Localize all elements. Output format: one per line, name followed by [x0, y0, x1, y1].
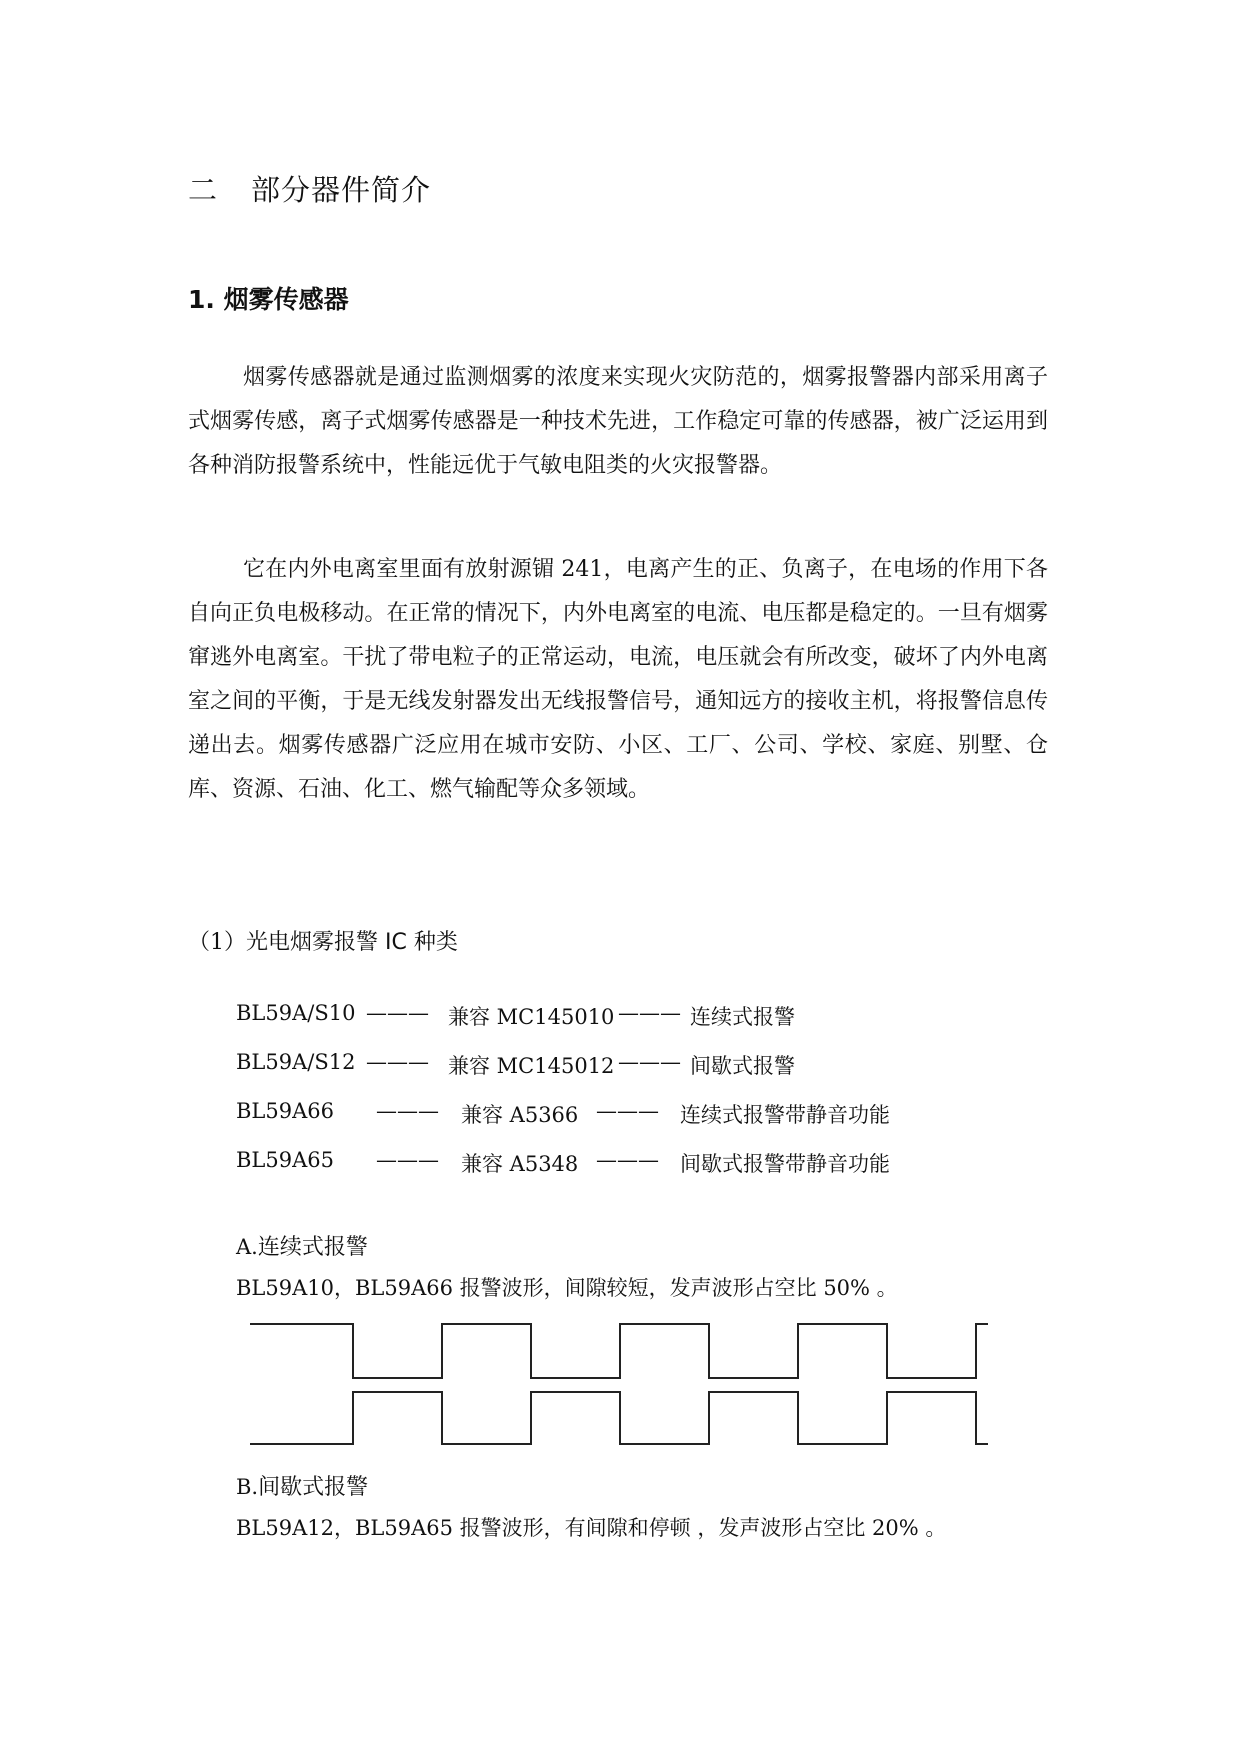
- ic-model: BL59A66: [236, 1099, 334, 1123]
- ic-dash: ———: [376, 1148, 439, 1172]
- ic-dash: ———: [596, 1148, 659, 1172]
- alarm-a-description: BL59A10，BL59A66 报警波形，间隙较短，发声波形占空比 50% 。: [236, 1276, 898, 1300]
- alarm-waveform-figure: [250, 1318, 990, 1450]
- ic-compat: 兼容 MC145012: [448, 1054, 615, 1078]
- waveform-line: [250, 1392, 988, 1444]
- section-number: 二: [188, 173, 219, 207]
- ic-types-title-text: 光电烟雾报警 IC 种类: [246, 930, 458, 955]
- ic-desc: 连续式报警带静音功能: [680, 1103, 890, 1127]
- ic-dash: ———: [366, 1050, 429, 1074]
- ic-compat: 兼容 A5348: [461, 1152, 579, 1176]
- ic-dash: ———: [618, 1001, 681, 1025]
- section-title: 部分器件简介: [251, 173, 432, 207]
- paragraph-intro: 烟雾传感器就是通过监测烟雾的浓度来实现火灾防范的，烟雾报警器内部采用离子式烟雾传感，离子式烟雾传感器是一种技术先进，工作稳定可靠的传感器，被广泛运用到各种消防报警系统中，性能远优于气敏电阻类的火灾报警器。: [188, 365, 1048, 478]
- alarm-b-prefix: B.: [236, 1475, 259, 1499]
- alarm-b-description: BL59A12，BL59A65 报警波形，有间隙和停顿 ，发声波形占空比 20% 。: [236, 1516, 947, 1540]
- ic-model: BL59A/S12: [236, 1050, 356, 1074]
- waveform-trace-top: [250, 1324, 988, 1378]
- waveform-line: [250, 1324, 988, 1378]
- ic-compat: 兼容 MC145010: [448, 1005, 615, 1029]
- ic-dash: ———: [366, 1001, 429, 1025]
- alarm-b-label: [236, 1470, 368, 1501]
- ic-model: BL59A/S10: [236, 1001, 356, 1025]
- alarm-a-prefix: A.: [236, 1235, 258, 1259]
- alarm-a-label: [236, 1230, 368, 1261]
- ic-compat: 兼容 A5366: [461, 1103, 579, 1127]
- subsection-title: 1. 烟雾传感器: [188, 285, 349, 314]
- alarm-b-title: 间歇式报警: [258, 1475, 369, 1500]
- ic-dash: ———: [596, 1099, 659, 1123]
- ic-model: BL59A65: [236, 1148, 334, 1172]
- ic-types-title-prefix: （1）: [188, 930, 246, 955]
- alarm-a-title: 连续式报警: [257, 1235, 368, 1260]
- ic-types-title: [188, 925, 458, 956]
- ic-desc: 连续式报警: [690, 1005, 795, 1029]
- paragraph-principle: 它在内外电离室里面有放射源镅 241，电离产生的正、负离子，在电场的作用下各自向正负电极移动。在正常的情况下，内外电离室的电流、电压都是稳定的。一旦有烟雾窜逃外电离室。干扰了带电粒子的正常运动，电流，电压就会有所改变，破坏了内外电离室之间的平衡，于是无线发射器发出无线报警信号，通知远方的接收主机，将报警信息传递出去。烟雾传感器广泛应用在城市安防、小区、工厂、公司、学校、家庭、别墅、仓库、资源、石油、化工、燃气输配等众多领域。: [188, 557, 1048, 802]
- ic-dash: ———: [376, 1099, 439, 1123]
- waveform-trace-bottom: [250, 1392, 988, 1444]
- ic-desc: 间歇式报警: [690, 1054, 795, 1078]
- ic-dash: ———: [618, 1050, 681, 1074]
- ic-desc: 间歇式报警带静音功能: [680, 1152, 890, 1176]
